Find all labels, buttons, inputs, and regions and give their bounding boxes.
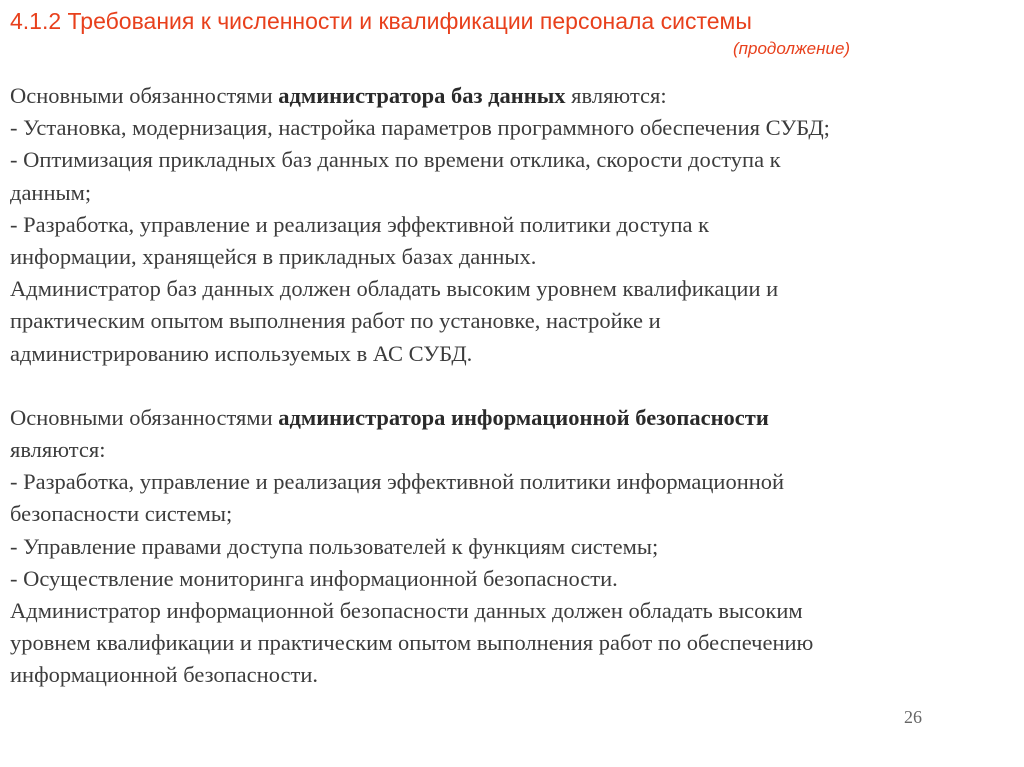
body-line: безопасности системы;: [10, 501, 233, 527]
body-line: - Оптимизация прикладных баз данных по времени отклика, скорости доступа к: [10, 147, 781, 173]
section-dba-intro: [10, 80, 1010, 112]
body-line: являются:: [10, 437, 106, 463]
intro-text: Основными обязанностями: [10, 404, 279, 430]
intro-text: являются:: [565, 83, 667, 108]
body-line: информационной безопасности.: [10, 662, 318, 688]
body-line: практическим опытом выполнения работ по установке, настройке и: [10, 308, 661, 334]
body-line: - Управление правами доступа пользователей к функциям системы;: [10, 533, 659, 559]
body-line: администрированию используемых в АС СУБД.: [10, 340, 473, 366]
page-number: 26: [904, 707, 922, 727]
slide-subtitle: (продолжение): [733, 39, 851, 58]
body-line: данным;: [10, 179, 92, 205]
intro-text: Основными обязанностями: [10, 83, 279, 108]
body-line: - Разработка, управление и реализация эффективной политики информационной: [10, 469, 785, 495]
role-security-admin: администратора информационной безопасности: [278, 404, 769, 430]
body-line: Администратор баз данных должен обладать высоким уровнем квалификации и: [10, 276, 779, 302]
body-line: информации, хранящейся в прикладных базах данных.: [10, 243, 537, 269]
slide-body: [10, 80, 1010, 692]
body-line: уровнем квалификации и практическим опытом выполнения работ по обеспечению: [10, 630, 814, 656]
slide-title: 4.1.2 Требования к численности и квалификации персонала системы: [10, 8, 752, 34]
body-line: Администратор информационной безопасности данных должен обладать высоким: [10, 598, 803, 623]
paragraph-spacer: [10, 370, 1010, 402]
role-dba: администратора баз данных: [278, 83, 566, 108]
body-line: - Установка, модернизация, настройка параметров программного обеспечения СУБД;: [10, 115, 830, 141]
body-line: - Разработка, управление и реализация эффективной политики доступа к: [10, 211, 710, 237]
body-line: - Осуществление мониторинга информационной безопасности.: [10, 565, 618, 591]
section-security-intro: [10, 402, 1010, 434]
